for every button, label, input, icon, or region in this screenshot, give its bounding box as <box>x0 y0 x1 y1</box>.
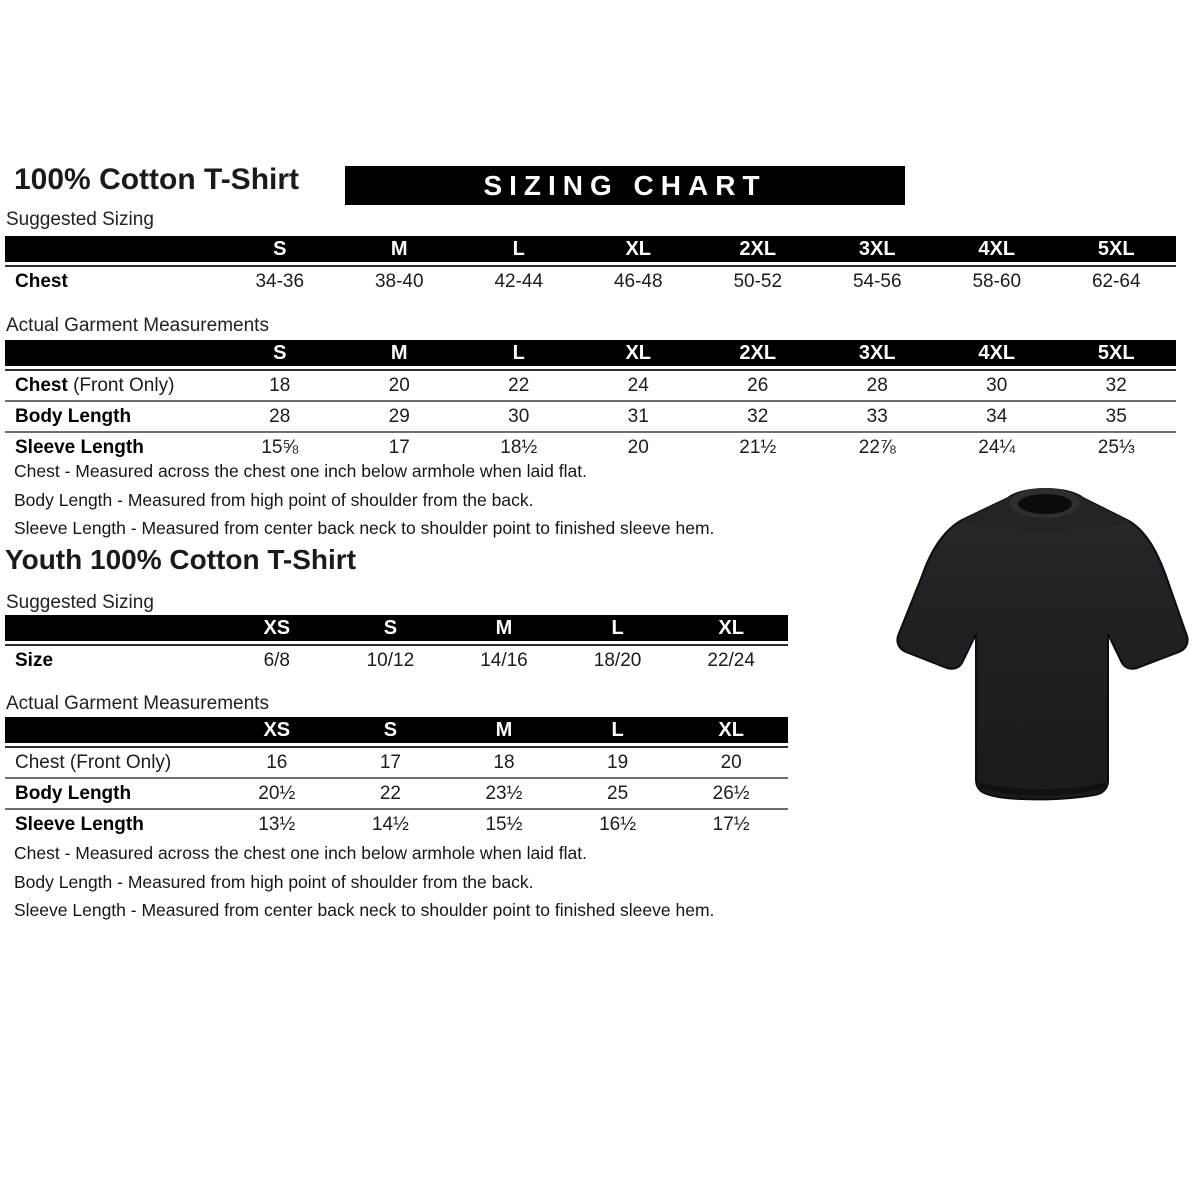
measurement-value: 34 <box>986 405 1008 427</box>
measurement-value: 24¼ <box>978 436 1016 458</box>
table-row <box>5 777 788 808</box>
size-column-header: S <box>383 718 398 741</box>
measurement-value: 28 <box>269 405 291 427</box>
size-column-header: L <box>512 237 525 260</box>
measurement-value: 42-44 <box>494 270 544 292</box>
youth-actual-measurements-table <box>5 717 788 839</box>
table-row <box>5 646 788 675</box>
size-column-header: XL <box>625 341 652 364</box>
measurement-value: 14/16 <box>480 649 528 671</box>
measurement-value: 18½ <box>500 436 538 458</box>
measurement-value: 24 <box>627 374 649 396</box>
table-header-row <box>5 717 788 743</box>
measurement-value: 17 <box>388 436 410 458</box>
measurement-value: 62-64 <box>1091 270 1141 292</box>
measurement-value: 13½ <box>258 813 296 835</box>
measurement-value: 54-56 <box>852 270 902 292</box>
measurement-value: 21½ <box>739 436 777 458</box>
adult-actual-measurements-table <box>5 340 1176 462</box>
table-body <box>5 369 1176 462</box>
table-body <box>5 265 1176 296</box>
measurement-value: 25⅓ <box>1097 436 1135 458</box>
table-row <box>5 748 788 777</box>
table-header-row <box>5 615 788 641</box>
size-column-header: M <box>495 718 513 741</box>
measurement-value: 33 <box>866 405 888 427</box>
measurement-value: 18/20 <box>593 649 642 671</box>
measurement-value: 46-48 <box>613 270 663 292</box>
size-column-header: L <box>611 718 624 741</box>
row-label: Sleeve Length <box>15 436 144 458</box>
measurement-value: 22 <box>379 782 401 804</box>
measurement-value: 22 <box>508 374 530 396</box>
youth-measurement-notes <box>14 839 714 925</box>
size-column-header: XS <box>263 616 291 639</box>
youth-actual-measurements-label: Actual Garment Measurements <box>6 693 269 714</box>
size-column-header: 4XL <box>978 341 1016 364</box>
measurement-value: 31 <box>627 405 649 427</box>
measurement-value: 17½ <box>712 813 750 835</box>
size-column-header: M <box>390 237 408 260</box>
size-column-header: XL <box>625 237 652 260</box>
table-header-row <box>5 236 1176 262</box>
row-label: Body Length <box>15 782 132 804</box>
row-label: Body Length <box>15 405 132 427</box>
table-row <box>5 400 1176 431</box>
measurement-value: 32 <box>747 405 769 427</box>
table-body <box>5 746 788 839</box>
measurement-value: 28 <box>866 374 888 396</box>
measurement-value: 18 <box>493 751 515 773</box>
row-label: Size <box>15 649 54 671</box>
t-shirt-graphic <box>893 476 1198 816</box>
measurement-value: 32 <box>1105 374 1127 396</box>
row-label: Chest (Front Only) <box>15 374 175 396</box>
measurement-value: 19 <box>607 751 629 773</box>
table-row <box>5 808 788 839</box>
t-shirt-collar-inner <box>1018 494 1072 514</box>
size-column-header: XS <box>263 718 291 741</box>
table-row <box>5 371 1176 400</box>
measurement-value: 22/24 <box>707 649 755 671</box>
size-column-header: S <box>273 237 287 260</box>
measurement-value: 17 <box>379 751 401 773</box>
measurement-value: 20 <box>388 374 410 396</box>
measurement-value: 29 <box>388 405 410 427</box>
row-label: Sleeve Length <box>15 813 144 835</box>
measurement-value: 20½ <box>258 782 296 804</box>
size-column-header: 5XL <box>1097 341 1135 364</box>
measurement-value: 10/12 <box>366 649 415 671</box>
note-sleeve-length: Sleeve Length - Measured from center back neck to shoulder point to finished sleeve hem. <box>14 900 715 920</box>
table-header-row <box>5 340 1176 366</box>
measurement-value: 16½ <box>599 813 637 835</box>
size-column-header: S <box>273 341 287 364</box>
youth-suggested-sizing-label: Suggested Sizing <box>6 592 154 613</box>
measurement-value: 18 <box>269 374 291 396</box>
youth-section-title: Youth 100% Cotton T-Shirt <box>5 544 357 575</box>
measurement-value: 30 <box>508 405 530 427</box>
measurement-value: 38-40 <box>374 270 424 292</box>
size-column-header: 4XL <box>978 237 1016 260</box>
note-sleeve-length: Sleeve Length - Measured from center back neck to shoulder point to finished sleeve hem. <box>14 518 715 538</box>
measurement-value: 23½ <box>485 782 523 804</box>
measurement-value: 26 <box>747 374 769 396</box>
measurement-value: 20 <box>627 436 649 458</box>
note-chest: Chest - Measured across the chest one inch below armhole when laid flat. <box>14 843 587 863</box>
size-column-header: XL <box>718 718 744 741</box>
size-column-header: 2XL <box>739 237 777 260</box>
adult-suggested-sizing-table <box>5 236 1176 296</box>
t-shirt-body <box>897 489 1187 799</box>
measurement-value: 15⅝ <box>261 436 299 458</box>
row-label: Chest <box>15 270 68 292</box>
t-shirt-image <box>893 476 1198 816</box>
size-column-header: XL <box>718 616 744 639</box>
sizing-chart-banner: SIZING CHART <box>345 166 905 205</box>
size-column-header: 5XL <box>1097 237 1135 260</box>
size-column-header: 3XL <box>858 341 896 364</box>
measurement-value: 16 <box>266 751 288 773</box>
measurement-value: 15½ <box>485 813 523 835</box>
adult-actual-measurements-label: Actual Garment Measurements <box>6 315 269 336</box>
adult-measurement-notes <box>14 457 714 543</box>
adult-suggested-sizing-label: Suggested Sizing <box>6 209 154 230</box>
table-row <box>5 267 1176 296</box>
row-label: Chest (Front Only) <box>15 751 172 773</box>
size-column-header: 3XL <box>858 237 896 260</box>
measurement-value: 35 <box>1105 405 1127 427</box>
size-column-header: L <box>512 341 525 364</box>
measurement-value: 58-60 <box>972 270 1022 292</box>
table-body <box>5 644 788 675</box>
size-column-header: M <box>495 616 513 639</box>
note-body-length: Body Length - Measured from high point of shoulder from the back. <box>14 489 534 510</box>
note-chest: Chest - Measured across the chest one inch below armhole when laid flat. <box>14 461 587 481</box>
measurement-value: 26½ <box>712 782 750 804</box>
youth-suggested-sizing-table <box>5 615 788 675</box>
note-body-length: Body Length - Measured from high point of shoulder from the back. <box>14 871 534 892</box>
size-column-header: 2XL <box>739 341 777 364</box>
page-title: 100% Cotton T-Shirt <box>14 163 300 196</box>
measurement-value: 50-52 <box>733 270 783 292</box>
measurement-value: 14½ <box>371 813 409 835</box>
measurement-value: 25 <box>607 782 629 804</box>
measurement-value: 6/8 <box>263 649 290 671</box>
measurement-value: 30 <box>986 374 1008 396</box>
size-column-header: M <box>390 341 408 364</box>
size-column-header: L <box>611 616 624 639</box>
measurement-value: 34-36 <box>255 270 305 292</box>
measurement-value: 20 <box>720 751 742 773</box>
size-column-header: S <box>383 616 398 639</box>
measurement-value: 22⅞ <box>858 436 896 458</box>
